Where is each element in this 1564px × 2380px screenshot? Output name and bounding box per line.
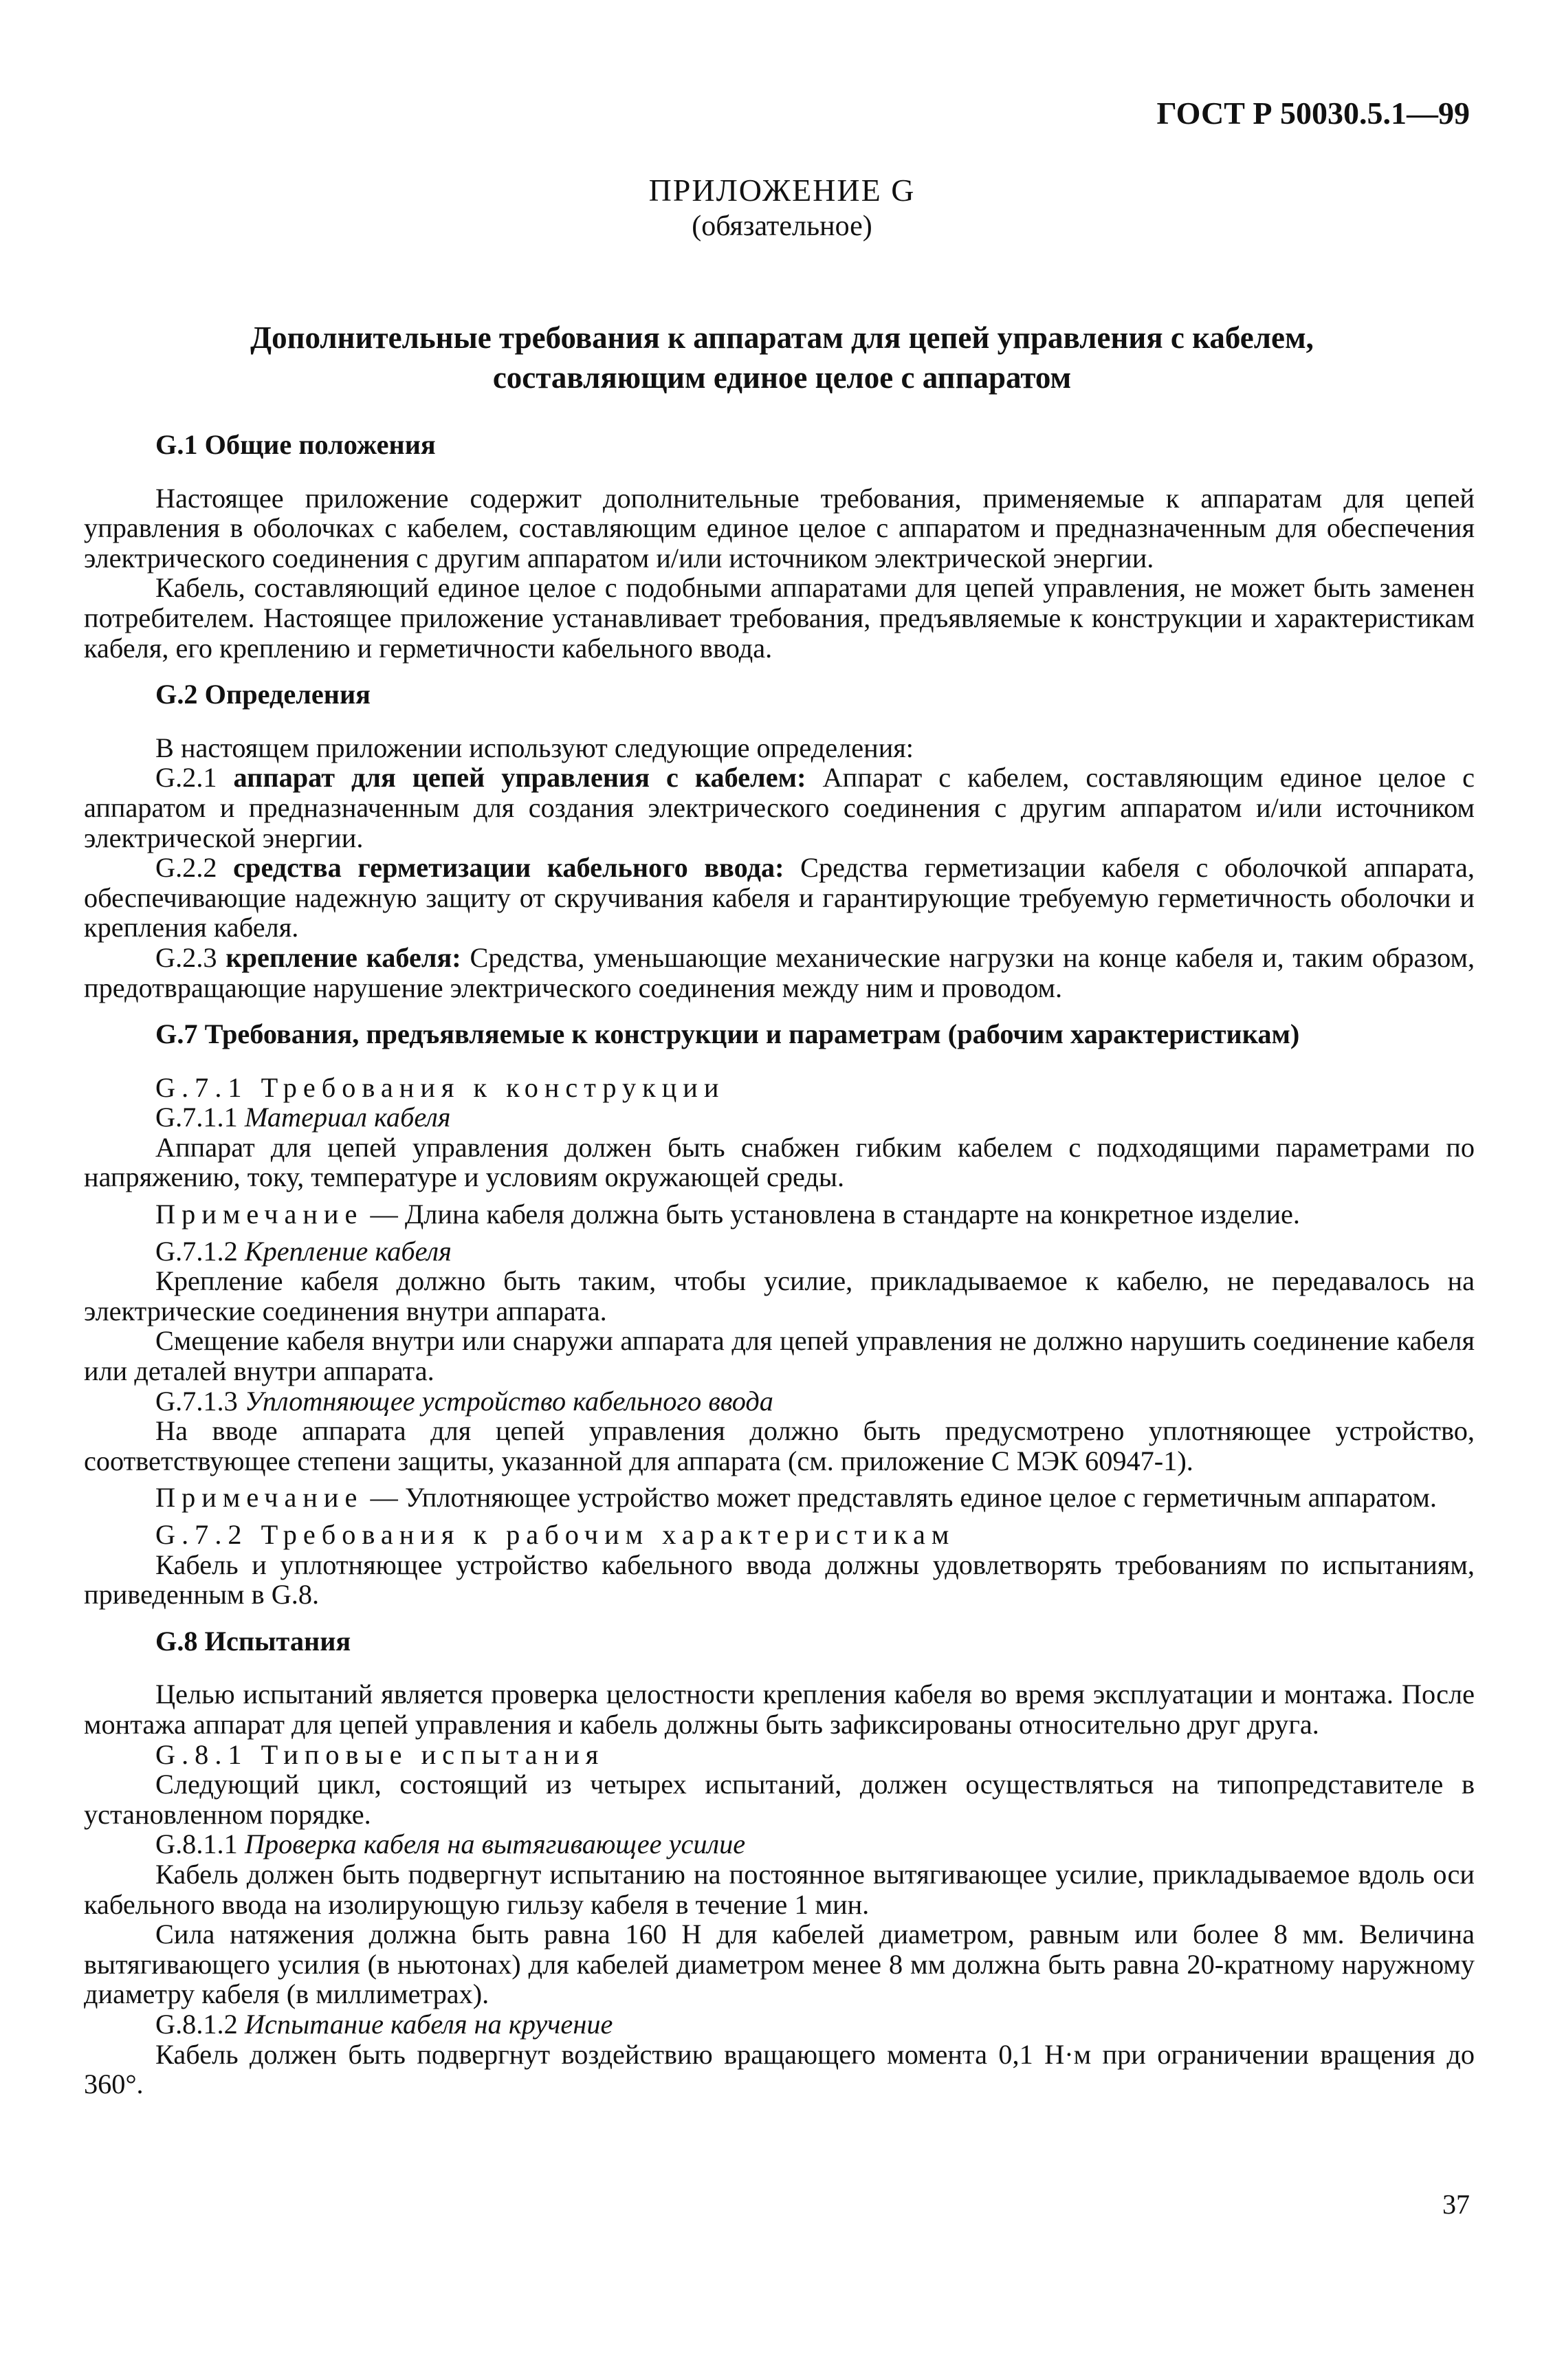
document-title-line-2: составляющим единое целое с аппаратом bbox=[492, 360, 1072, 395]
g8-1-2-text: Кабель должен быть подвергнут воздействию вращающего момента 0,1 Н·м при ограничении вращения до 360°. bbox=[84, 2038, 1475, 2100]
g1-paragraph-2: Кабель, составляющий единое целое с подобными аппаратами для цепей управления, не может быть заменен потребителем. Настоящее приложение устанавливает требования, предъявляемые к конструкции и характеристикам кабеля, его креплению и герметичности кабельного ввода. bbox=[84, 572, 1475, 664]
g8-1-text: Следующий цикл, состоящий из четырех испытаний, должен осуществляться на типопредставителе в установленном порядке. bbox=[84, 1769, 1475, 1830]
clause-title: Материал кабеля bbox=[244, 1102, 451, 1133]
g8-1-2-heading bbox=[84, 2009, 1475, 2040]
g2-definition-1 bbox=[84, 763, 1475, 853]
g8-1-1-paragraph-1: Кабель должен быть подвергнут испытанию на постоянное вытягивающее усилие, прикладываемое вдоль оси кабельного ввода на изолирующую гильзу кабеля в течение 1 мин. bbox=[84, 1858, 1475, 1920]
document-code: ГОСТ Р 50030.5.1—99 bbox=[1156, 96, 1470, 131]
g7-1-3-heading bbox=[84, 1386, 1475, 1417]
note-2 bbox=[84, 1483, 1475, 1513]
section-heading-g2: G.2 Определения bbox=[155, 679, 371, 710]
clause-number: G.7.1.3 bbox=[155, 1385, 238, 1417]
clause-number: G.7.1.1 bbox=[155, 1102, 238, 1133]
clause-number: G.2.2 bbox=[155, 852, 217, 884]
g7-1-2-paragraph-2: Смещение кабеля внутри или снаружи аппарата для цепей управления не должно нарушить соединение кабеля или деталей внутри аппарата. bbox=[84, 1325, 1475, 1387]
clause-number: G.8.1.1 bbox=[155, 1828, 238, 1860]
note-1 bbox=[84, 1199, 1475, 1230]
g2-definition-2 bbox=[84, 853, 1475, 943]
g7-1-heading: G.7.1 Требования к конструкции bbox=[155, 1071, 725, 1103]
definition-text: Аппарат с кабелем, составляющим единое целое с аппаратом и предназначенным для создания электрического соединения с другим аппаратом и/или источником электрической энергии. bbox=[84, 762, 1475, 853]
defined-term: средства герметизации кабельного ввода: bbox=[233, 852, 784, 884]
g7-2-heading: G.7.2 Требования к рабочим характеристикам bbox=[155, 1519, 956, 1550]
g7-1-2-paragraph-1: Крепление кабеля должно быть таким, чтобы усилие, прикладываемое к кабелю, не передавалось на электрические соединения внутри аппарата. bbox=[84, 1265, 1475, 1327]
clause-title: Проверка кабеля на вытягивающее усилие bbox=[244, 1828, 746, 1860]
section-heading-g8: G.8 Испытания bbox=[155, 1625, 351, 1657]
annex-title: ПРИЛОЖЕНИЕ G bbox=[648, 173, 916, 208]
clause-title: Крепление кабеля bbox=[244, 1235, 452, 1267]
section-heading-g7: G.7 Требования, предъявляемые к конструкции и параметрам (рабочим характеристикам) bbox=[155, 1018, 1300, 1050]
document-title bbox=[103, 318, 1461, 397]
note-label: Примечание bbox=[155, 1482, 364, 1514]
g7-1-2-heading bbox=[84, 1236, 1475, 1267]
note-text: — Длина кабеля должна быть установлена в стандарте на конкретное изделие. bbox=[363, 1199, 1300, 1230]
document-title-line-1: Дополнительные требования к аппаратам для цепей управления с кабелем, bbox=[250, 320, 1314, 355]
clause-number: G.8.1.2 bbox=[155, 2008, 238, 2040]
defined-term: крепление кабеля: bbox=[225, 941, 461, 973]
g7-1-1-text: Аппарат для цепей управления должен быть снабжен гибким кабелем с подходящими параметрами по напряжению, току, температуре и условиям окружающей среды. bbox=[84, 1131, 1475, 1193]
clause-title: Уплотняющее устройство кабельного ввода bbox=[244, 1385, 773, 1417]
g1-paragraph-1: Настоящее приложение содержит дополнительные требования, применяемые к аппаратам для цепей управления в оболочках с кабелем, составляющим единое целое с аппаратом и предназначенным для обеспечения электрического соединения с другим аппаратом и/или источником электрической энергии. bbox=[84, 482, 1475, 574]
note-label: Примечание bbox=[155, 1199, 364, 1230]
g7-1-1-heading bbox=[84, 1102, 1475, 1133]
note-text: — Уплотняющее устройство может представлять единое целое с герметичным аппаратом. bbox=[363, 1482, 1437, 1514]
g8-1-heading: G.8.1 Типовые испытания bbox=[155, 1738, 605, 1770]
clause-number: G.7.1.2 bbox=[155, 1235, 238, 1267]
g2-intro: В настоящем приложении используют следующие определения: bbox=[155, 732, 914, 763]
g7-2-text: Кабель и уплотняющее устройство кабельного ввода должны удовлетворять требованиям по испытаниям, приведенным в G.8. bbox=[84, 1549, 1475, 1611]
annex-status: (обязательное) bbox=[692, 210, 872, 242]
g2-definition-3 bbox=[84, 943, 1475, 1003]
document-body bbox=[84, 430, 1475, 2099]
g8-paragraph-1: Целью испытаний является проверка целостности крепления кабеля во время эксплуатации и монтажа. После монтажа аппарат для цепей управления и кабель должны быть зафиксированы относительно друг друга. bbox=[84, 1679, 1475, 1740]
page-number: 37 bbox=[1442, 2189, 1470, 2220]
defined-term: аппарат для цепей управления с кабелем: bbox=[233, 762, 806, 794]
clause-number: G.2.3 bbox=[155, 941, 217, 973]
section-heading-g1: G.1 Общие положения bbox=[155, 429, 436, 460]
g7-1-3-text: На вводе аппарата для цепей управления должно быть предусмотрено уплотняющее устройство, соответствующее степени защиты, указанной для аппарата (см. приложение С МЭК 60947-1). bbox=[84, 1415, 1475, 1476]
g8-1-1-heading bbox=[84, 1829, 1475, 1859]
g8-1-1-paragraph-2: Сила натяжения должна быть равна 160 Н для кабелей диаметром, равным или более 8 мм. Величина вытягивающего усилия (в ньютонах) для кабелей диаметром менее 8 мм должна быть равна 20-кратному наружному диаметру кабеля (в миллиметрах). bbox=[84, 1919, 1475, 2010]
clause-title: Испытание кабеля на кручение bbox=[244, 2008, 613, 2040]
clause-number: G.2.1 bbox=[155, 762, 217, 794]
definition-text: Средства, уменьшающие механические нагрузки на конце кабеля и, таким образом, предотвращающие нарушение электрического соединения между ним и проводом. bbox=[84, 941, 1475, 1003]
definition-text: Средства герметизации кабеля с оболочкой аппарата, обеспечивающие надежную защиту от скручивания кабеля и гарантирующие требуемую герметичность оболочки и крепления кабеля. bbox=[84, 852, 1475, 943]
